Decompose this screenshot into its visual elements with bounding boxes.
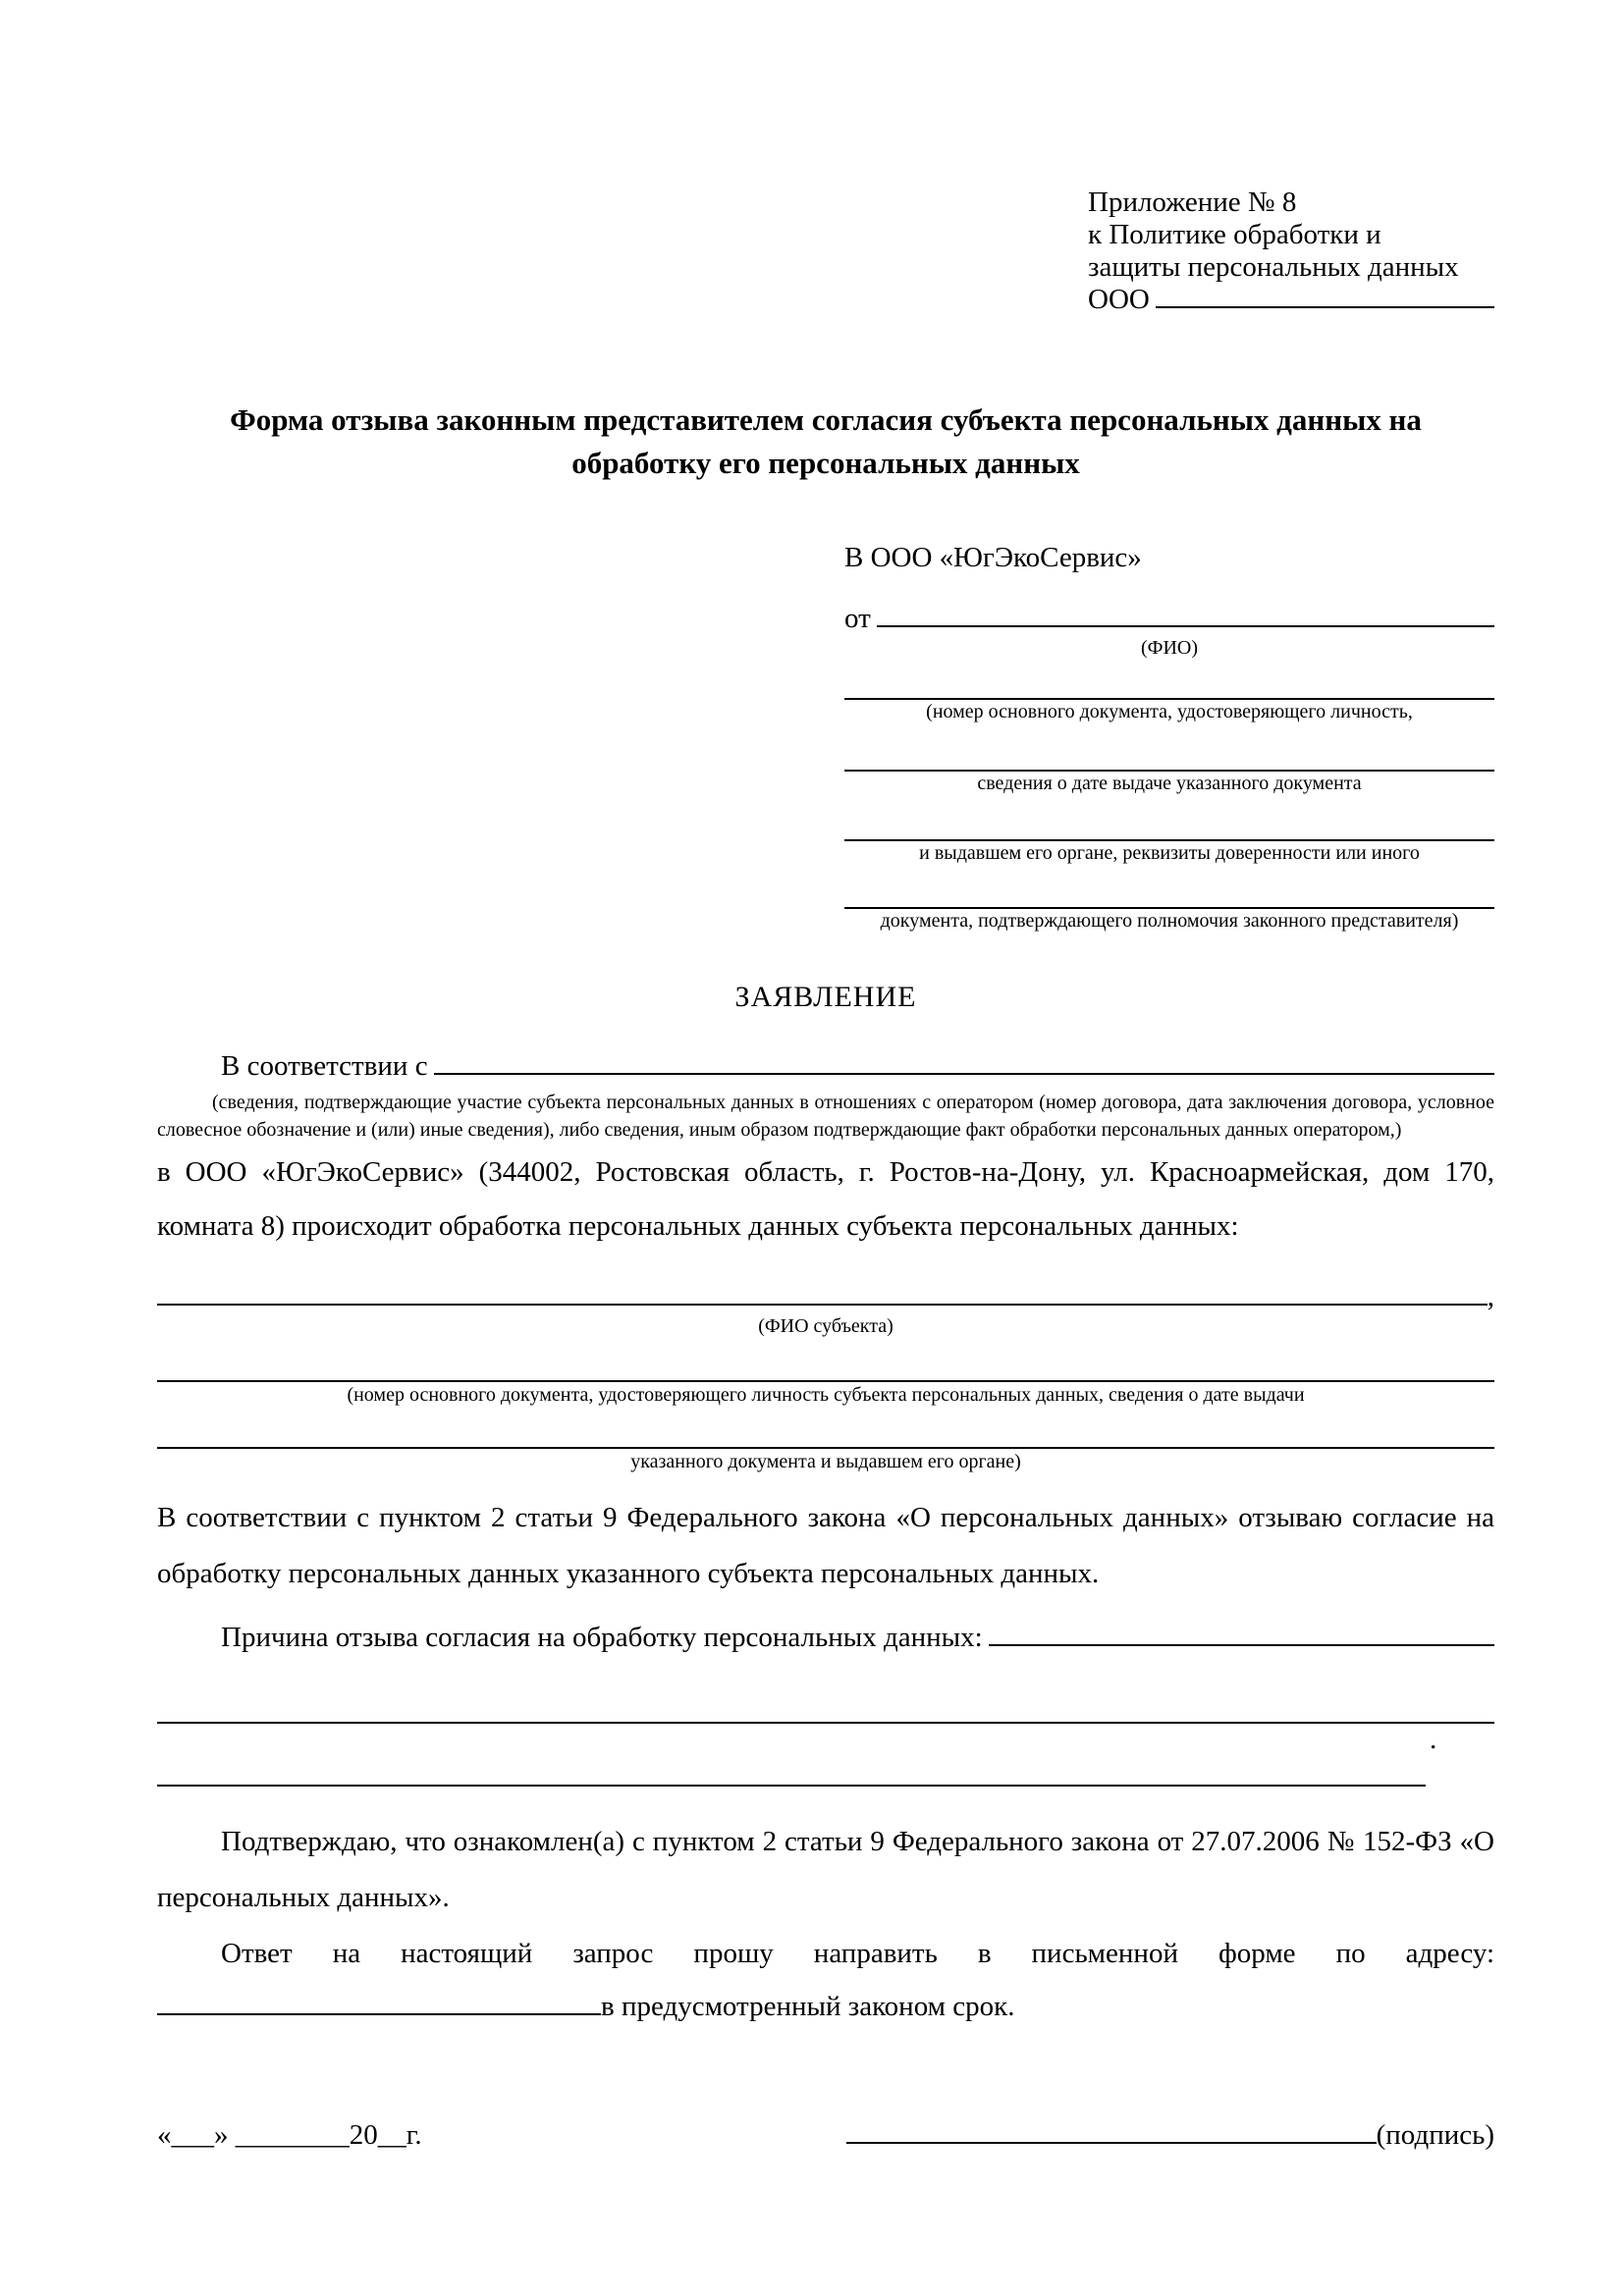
reply-paragraph [157,1926,1494,1982]
date-line: «___» ________20__г. [157,2119,422,2151]
representative-doc-caption-2: сведения о дате выдаче указанного документа [977,773,1362,794]
from-blank-line [877,625,1494,627]
accordance-row [157,1047,1494,1085]
addressee-from-row [844,601,1494,636]
appendix-line-1: Приложение № 8 [1088,187,1297,218]
ooo-blank-line [1156,306,1494,308]
appendix-line-2: к Политике обработки и [1088,219,1381,250]
reply-tail-text: в предусмотренный законом срок. [601,1991,1015,2022]
confirm-paragraph [157,1814,1494,1926]
representative-doc-caption-4: документа, подтверждающего полномочия законного представителя) [880,910,1459,932]
operator-paragraph: в ООО «ЮгЭкоСервис» (344002, Ростовская область, г. Ростов-на-Дону, ул. Красноармейская, дом 170, комната 8) происходит обработка персональных данных субъекта персональных данных: [157,1156,1494,1242]
subject-doc-blank-2 [157,1408,1494,1449]
subject-fio-comma: , [1487,1281,1494,1312]
appendix-ooo-row [1088,284,1494,316]
representative-doc-caption-3: и выдавшем его органе, реквизиты доверенности или иного [919,842,1420,864]
addressee-to: В ООО «ЮгЭкоСервис» [844,542,1142,573]
withdraw-paragraph: В соответствии с пунктом 2 статьи 9 Федерального закона «О персональных данных» отзываю согласие на обработку персональных данных указанного субъекта персональных данных. [157,1502,1494,1589]
subject-doc-caption-2: указанного документа и выдавшем его органе) [630,1451,1021,1472]
reason-row [157,1616,1494,1659]
from-label: от [844,603,871,634]
reason-blank-line-2 [157,1659,1494,1724]
reply-paragraph-text: Ответ на настоящий запрос прошу направить в письменной форме по адресу: [221,1938,1494,1969]
fio-caption: (ФИО) [1140,637,1198,659]
signature-blank-line [846,2142,1377,2144]
statement-heading: ЗАЯВЛЕНИЕ [734,981,917,1013]
subject-fio-blank-line [157,1304,1488,1306]
appendix-line-3: защиты персональных данных [1088,251,1459,283]
representative-doc-blank-1 [844,661,1494,700]
representative-doc-blank-2 [844,724,1494,772]
address-blank-line [157,2013,601,2015]
signature-caption: (подпись) [1376,2119,1494,2151]
representative-doc-blank-3 [844,796,1494,841]
appendix-block [1088,187,1494,316]
addressee-block [844,540,1494,934]
footer-row [157,2115,1494,2155]
reply-address-row [157,1982,1494,2031]
subject-doc-blank-1 [157,1339,1494,1382]
small-print-note: (сведения, подтверждающие участие субъекта персональных данных в отношениях с оператором (номер договора, дата заключения договора, условное словесное обозначение и (или) иные сведения), либо сведения, иным образом подтверждающие факт обработки персональных данных оператором,) [157,1092,1494,1141]
reason-blank-line-3 [157,1785,1426,1787]
sentence-period: . [1430,1724,1437,1755]
accordance-blank-line [434,1073,1494,1075]
representative-doc-caption-1: (номер основного документа, удостоверяющего личность, [926,701,1413,722]
form-title: Форма отзыва законным представителем согласия субъекта персональных данных на обработку его персональных данных [230,402,1422,480]
reason-blank-line [989,1644,1494,1646]
reason-label: Причина отзыва согласия на обработку персональных данных: [221,1622,983,1653]
ooo-label: ООО [1088,284,1150,315]
confirm-paragraph-text: Подтверждаю, что ознакомлен(а) с пунктом 2 статьи 9 Федерального закона от 27.07.2006 № 152-ФЗ «О персональных данных». [157,1826,1494,1913]
accordance-label: В соответствии с [221,1050,428,1082]
signature-group [846,2115,1494,2155]
subject-fio-row [157,1281,1494,1313]
reason-blank-row-3 [157,1724,1494,1794]
subject-doc-caption-1: (номер основного документа, удостоверяющего личность субъекта персональных данных, сведения о дате выдачи [347,1384,1305,1406]
subject-fio-caption: (ФИО субъекта) [758,1315,893,1337]
representative-doc-blank-4 [844,866,1494,909]
